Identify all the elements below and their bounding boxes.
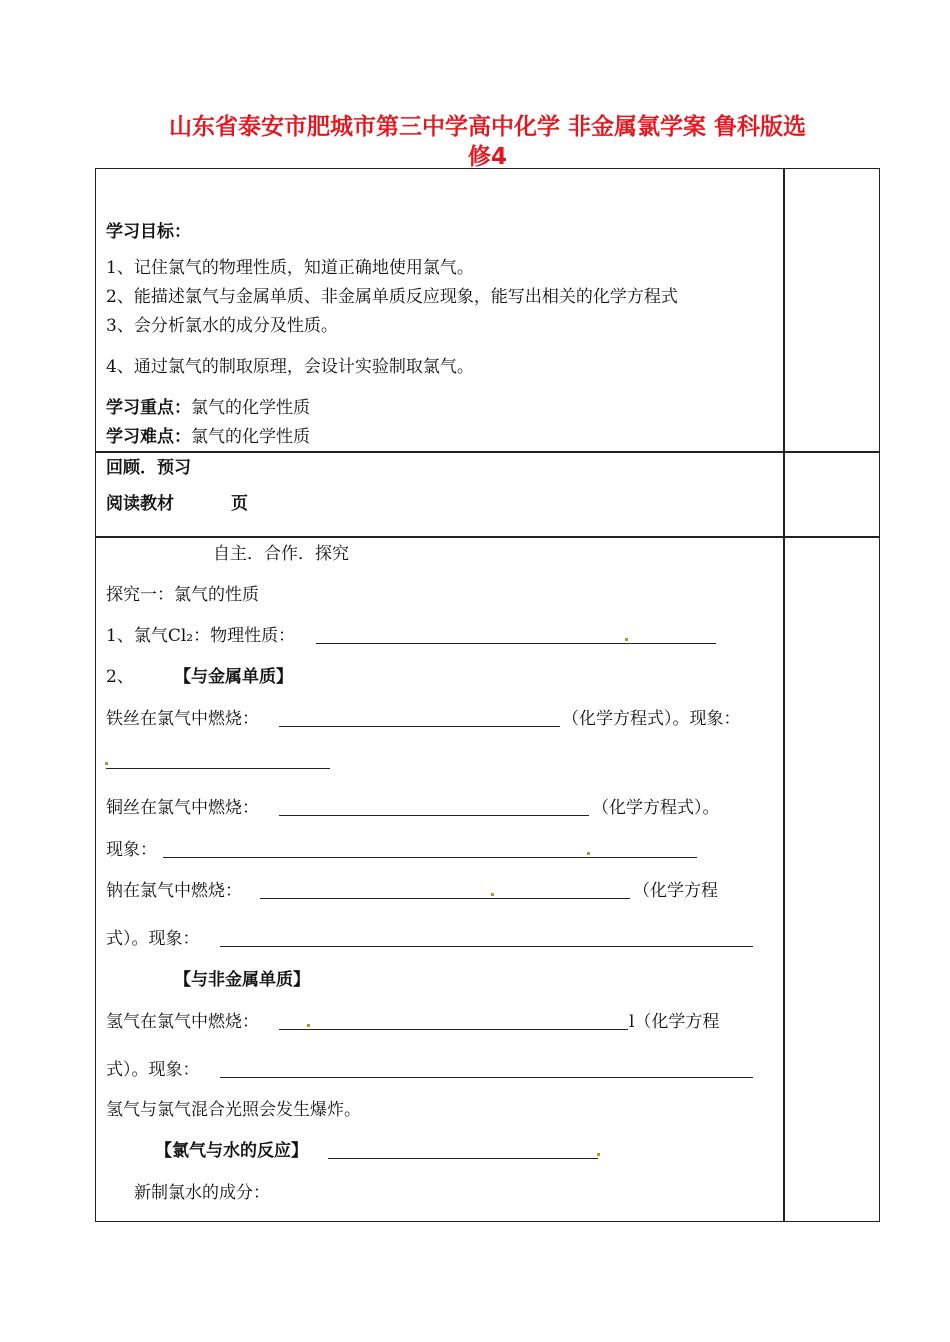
objective-item-2: 2、能描述氯气与金属单质、非金属单质反应现象，能写出相关的化学方程式: [106, 287, 678, 307]
title-line-1: 山东省泰安市肥城市第三中学高中化学 非金属氯学案 鲁科版选: [168, 114, 806, 140]
difficulty-row: [106, 426, 310, 448]
review-heading: 回顾．预习: [106, 458, 191, 478]
water-reaction-heading: 【氯气与水的反应】: [155, 1141, 308, 1161]
hydrogen-equation-blank[interactable]: [279, 1029, 628, 1030]
copper-phenomenon-blank[interactable]: [163, 857, 697, 858]
hydrogen-tail: l（化学方程: [629, 1012, 720, 1032]
sodium-tail: （化学方程: [633, 881, 718, 901]
physical-property-blank[interactable]: [316, 643, 716, 644]
copper-equation-blank[interactable]: [279, 815, 589, 816]
document-title: [95, 112, 880, 172]
hydrogen-tail-continued: 式）。现象：: [106, 1060, 200, 1080]
reading-label: 阅读教材: [106, 494, 174, 514]
item-two-number: 2、: [106, 667, 134, 687]
nonmetal-heading: 【与非金属单质】: [174, 970, 310, 990]
explore-heading: 自主．合作．探究: [213, 544, 349, 564]
title-line-2: 修4: [467, 144, 507, 170]
key-point-value: 氯气的化学性质: [191, 398, 310, 418]
scan-speck: [307, 1024, 310, 1027]
copper-phenomenon-label: 现象：: [106, 840, 157, 860]
difficulty-value: 氯气的化学性质: [191, 427, 310, 447]
iron-tail: （化学方程式）。现象：: [562, 709, 741, 729]
iron-prompt: 铁丝在氯气中燃烧：: [106, 709, 259, 729]
sodium-tail-continued: 式）。现象：: [106, 929, 200, 949]
metal-heading: 【与金属单质】: [174, 667, 293, 687]
scan-speck: [587, 852, 590, 855]
scan-speck: [491, 893, 494, 896]
copper-tail: （化学方程式）。: [592, 798, 720, 818]
scan-speck: [597, 1153, 600, 1156]
physical-property-prompt: 1、氯气Cl₂：物理性质：: [106, 626, 296, 646]
scan-speck: [105, 762, 108, 765]
key-point-row: [106, 397, 310, 419]
difficulty-label: 学习难点：: [106, 427, 191, 447]
row-divider-1: [95, 451, 880, 453]
topic-one: 探究一：氯气的性质: [106, 585, 259, 605]
chlorine-water-components: 新制氯水的成分：: [134, 1183, 270, 1203]
key-point-label: 学习重点：: [106, 398, 191, 418]
objective-item-3: 3、会分析氯水的成分及性质。: [106, 316, 338, 336]
copper-prompt: 铜丝在氯气中燃烧：: [106, 798, 259, 818]
iron-phenomenon-blank[interactable]: [106, 768, 330, 769]
row-divider-2: [95, 536, 880, 538]
hydrogen-phenomenon-blank[interactable]: [220, 1077, 753, 1078]
objective-item-4: 4、通过氯气的制取原理，会设计实验制取氯气。: [106, 357, 474, 377]
scan-speck: [625, 638, 628, 641]
hydrogen-prompt: 氢气在氯气中燃烧：: [106, 1012, 259, 1032]
sodium-prompt: 钠在氯气中燃烧：: [106, 881, 242, 901]
page-label: 页: [231, 494, 248, 514]
sodium-equation-blank[interactable]: [260, 898, 630, 899]
objectives-heading: 学习目标：: [106, 222, 191, 242]
water-reaction-blank[interactable]: [328, 1158, 598, 1159]
explosion-note: 氢气与氯气混合光照会发生爆炸。: [106, 1100, 361, 1120]
sodium-phenomenon-blank[interactable]: [220, 946, 753, 947]
iron-equation-blank[interactable]: [279, 726, 560, 727]
objective-item-1: 1、记住氯气的物理性质，知道正确地使用氯气。: [106, 258, 474, 278]
notes-column-divider: [783, 168, 785, 1222]
